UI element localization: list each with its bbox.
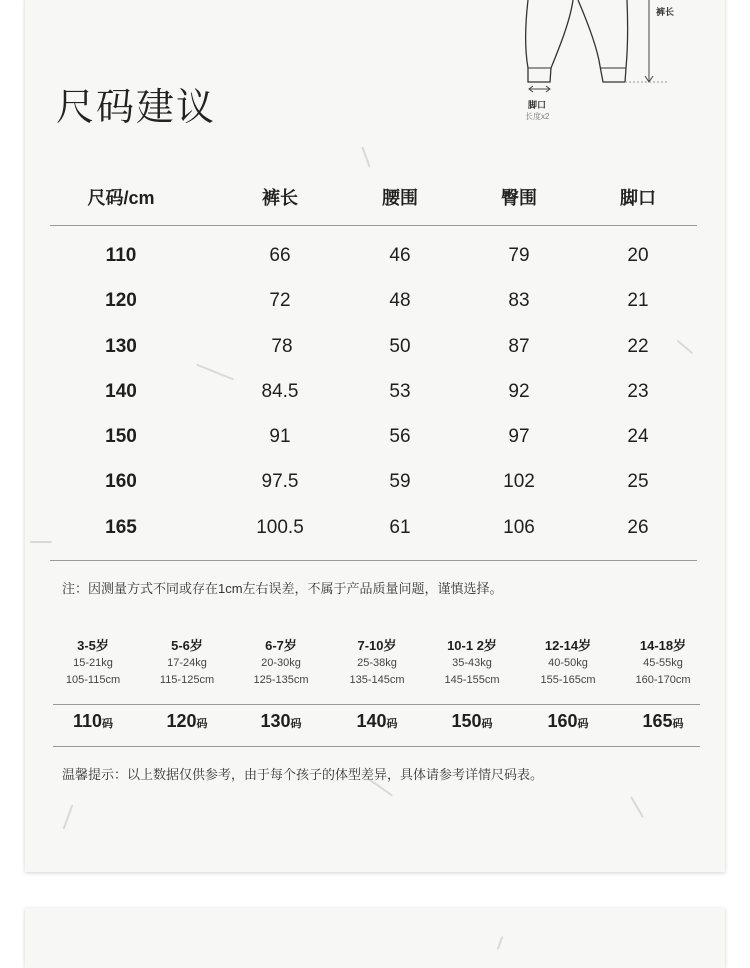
row-hem: 25 (627, 471, 649, 492)
table-row (50, 417, 697, 457)
age-label: 14-18岁 (639, 638, 687, 653)
size-code (422, 707, 522, 738)
table-row (50, 508, 697, 548)
size-code (137, 707, 237, 738)
row-hem: 22 (627, 336, 649, 357)
size-number: 140 (356, 711, 387, 731)
table-row (50, 327, 697, 367)
row-hip: 102 (503, 471, 535, 492)
row-waist: 56 (389, 426, 411, 447)
weight-range: 35-43kg (452, 657, 492, 669)
row-hem: 23 (627, 381, 649, 402)
row-size: 165 (105, 517, 137, 538)
height-range: 145-155cm (444, 674, 500, 686)
age-guide-item (518, 637, 618, 689)
height-range: 105-115cm (65, 674, 121, 686)
age-guide-item (422, 637, 522, 689)
row-waist: 48 (389, 290, 411, 311)
weight-range: 20-30kg (261, 657, 301, 669)
size-row-top-rule (53, 704, 700, 705)
row-hip: 87 (508, 336, 530, 357)
size-code (613, 707, 713, 738)
row-hem: 20 (627, 245, 649, 266)
row-hip: 97 (508, 426, 530, 447)
header-size: 尺码/cm (87, 188, 155, 208)
row-size: 110 (105, 245, 137, 266)
row-waist: 59 (389, 471, 411, 492)
row-size: 140 (105, 381, 137, 402)
paper-texture-fiber (497, 936, 504, 950)
row-length: 72 (269, 290, 291, 311)
age-label: 12-14岁 (544, 638, 592, 653)
age-guide-item (43, 637, 143, 689)
hem-sub-label: 长度x2 (525, 112, 550, 121)
size-unit: 码 (386, 718, 398, 730)
row-hem: 24 (627, 426, 649, 447)
age-label: 7-10岁 (357, 638, 397, 653)
row-waist: 53 (389, 381, 411, 402)
size-code (43, 707, 143, 738)
row-waist: 50 (389, 336, 411, 357)
row-size: 160 (105, 471, 137, 492)
weight-range: 15-21kg (73, 657, 113, 669)
table-row (50, 281, 697, 321)
size-unit: 码 (290, 718, 302, 730)
height-range: 135-145cm (349, 674, 405, 686)
size-code (327, 707, 427, 738)
size-number: 120 (166, 711, 197, 731)
table-row (50, 372, 697, 412)
row-size: 150 (105, 426, 137, 447)
row-length: 100.5 (256, 517, 304, 538)
table-row (50, 462, 697, 502)
row-length: 78 (271, 336, 293, 357)
row-waist: 61 (389, 517, 411, 538)
paper-texture-fiber (361, 146, 370, 167)
page-title: 尺码建议 (56, 87, 217, 129)
header-length: 裤长 (262, 188, 298, 208)
age-guide-item (327, 637, 427, 689)
size-unit: 码 (672, 718, 684, 730)
row-length: 84.5 (261, 381, 299, 402)
age-label: 5-6岁 (171, 638, 203, 653)
row-hip: 106 (503, 517, 535, 538)
size-number: 150 (451, 711, 482, 731)
measurement-note: 注：因测量方式不同或存在1cm左右误差，不属于产品质量问题，谨慎选择。 (62, 581, 503, 596)
size-unit: 码 (577, 718, 589, 730)
hem-label: 脚口 (528, 100, 547, 110)
paper-texture-fiber (63, 804, 74, 829)
reference-tip: 温馨提示：以上数据仅供参考，由于每个孩子的体型差异，具体请参考详情尺码表。 (62, 767, 544, 782)
size-number: 130 (260, 711, 291, 731)
table-top-rule (50, 225, 697, 226)
row-length: 91 (269, 426, 291, 447)
pants-length-label: 裤长 (656, 7, 675, 17)
size-unit: 码 (481, 718, 493, 730)
table-bottom-rule (50, 560, 697, 561)
height-range: 115-125cm (159, 674, 215, 686)
size-row-bottom-rule (53, 746, 700, 747)
size-unit: 码 (102, 718, 114, 730)
size-code (518, 707, 618, 738)
next-section-card (25, 908, 725, 968)
row-hip: 92 (508, 381, 530, 402)
paper-texture-fiber (30, 541, 52, 543)
row-hem: 21 (627, 290, 649, 311)
age-guide-item (137, 637, 237, 689)
header-waist: 腰围 (382, 188, 418, 208)
weight-range: 17-24kg (167, 657, 207, 669)
height-range: 160-170cm (635, 674, 691, 686)
age-label: 6-7岁 (265, 638, 297, 653)
height-range: 125-135cm (253, 674, 309, 686)
header-hip: 臀围 (501, 188, 537, 208)
size-number: 165 (642, 711, 673, 731)
size-table-header (50, 178, 697, 218)
row-waist: 46 (389, 245, 411, 266)
row-length: 66 (269, 245, 291, 266)
age-label: 3-5岁 (77, 638, 109, 653)
age-label: 10-1 2岁 (447, 638, 497, 653)
size-number: 160 (547, 711, 578, 731)
row-length: 97.5 (261, 471, 299, 492)
header-hem: 脚口 (620, 188, 656, 208)
weight-range: 25-38kg (357, 657, 397, 669)
size-unit: 码 (196, 718, 208, 730)
row-hip: 79 (508, 245, 530, 266)
weight-range: 45-55kg (643, 657, 683, 669)
size-code (231, 707, 331, 738)
size-guide-card (25, 0, 725, 872)
row-hip: 83 (508, 290, 530, 311)
age-guide-item (613, 637, 713, 689)
height-range: 155-165cm (540, 674, 596, 686)
age-guide-item (231, 637, 331, 689)
row-hem: 26 (627, 517, 649, 538)
weight-range: 40-50kg (548, 657, 588, 669)
row-size: 130 (105, 336, 137, 357)
paper-texture-fiber (630, 796, 644, 818)
row-size: 120 (105, 290, 137, 311)
table-row (50, 236, 697, 276)
size-number: 110 (72, 711, 103, 731)
